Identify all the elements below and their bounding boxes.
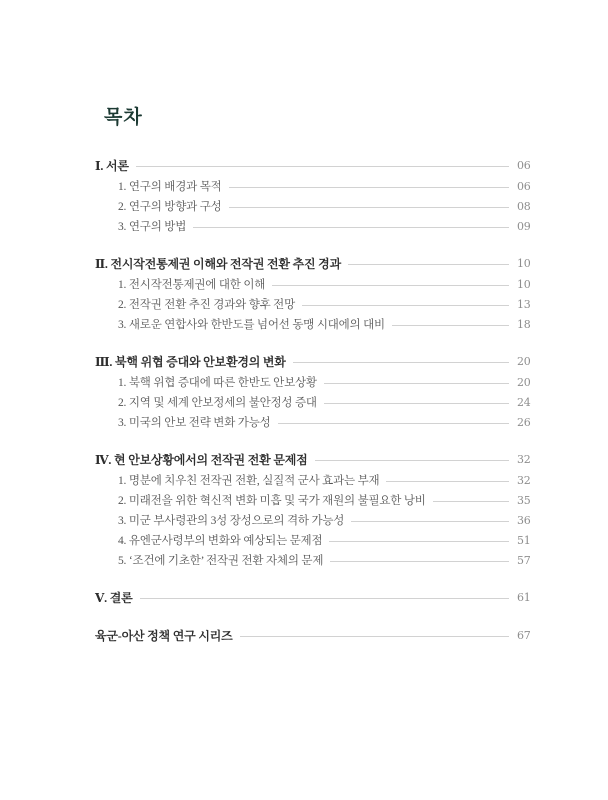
toc-item-label: 2. 연구의 방향과 구성 xyxy=(118,201,222,213)
toc-section-heading-label: Ⅲ. 북핵 위협 증대와 안보환경의 변화 xyxy=(95,355,286,369)
leader-line xyxy=(293,362,509,363)
leader-line xyxy=(324,383,509,384)
toc-item-page-number: 36 xyxy=(517,513,531,527)
toc-item xyxy=(95,176,537,196)
toc-item-label: 1. 전시작전통제권에 대한 이해 xyxy=(118,279,266,291)
toc-item xyxy=(95,412,537,432)
leader-line xyxy=(302,305,509,306)
leader-line xyxy=(240,636,509,637)
toc-section-heading-page-number: 10 xyxy=(517,257,531,270)
toc-item xyxy=(95,490,537,510)
toc-item-label: 3. 미국의 안보 전략 변화 가능성 xyxy=(118,417,271,429)
toc-item-label: 3. 새로운 연합사와 한반도를 넘어선 동맹 시대에의 대비 xyxy=(118,319,385,331)
toc-section-heading-label: Ⅰ. 서론 xyxy=(95,159,129,173)
toc-item-page-number: 08 xyxy=(517,199,531,213)
toc-section-heading-label: Ⅳ. 현 안보상황에서의 전작권 전환 문제점 xyxy=(95,453,308,467)
leader-line xyxy=(278,423,509,424)
toc-item-label: 2. 지역 및 세계 안보정세의 불안정성 증대 xyxy=(118,397,317,409)
toc-item-label: 3. 미군 부사령관의 3성 장성으로의 격하 가능성 xyxy=(118,515,345,527)
toc-item-label: 1. 명분에 치우친 전작권 전환, 실질적 군사 효과는 부재 xyxy=(118,475,380,487)
leader-line xyxy=(140,598,510,599)
toc-item-page-number: 09 xyxy=(517,219,531,233)
toc-section xyxy=(95,155,537,236)
leader-line xyxy=(136,166,509,167)
leader-line xyxy=(351,521,509,522)
leader-line xyxy=(433,501,509,502)
toc-item-page-number: 57 xyxy=(517,553,531,567)
toc-item-page-number: 10 xyxy=(517,277,531,291)
toc-item-label: 5. ‘조건에 기초한’ 전작권 전환 자체의 문제 xyxy=(118,555,324,567)
leader-line xyxy=(315,460,510,461)
leader-line xyxy=(386,481,509,482)
leader-line xyxy=(272,285,509,286)
toc-item-label: 3. 연구의 방법 xyxy=(118,221,187,233)
toc-section-heading xyxy=(95,253,537,274)
toc-section xyxy=(95,625,537,646)
toc-item-page-number: 20 xyxy=(517,375,531,389)
toc-item-label: 4. 유엔군사령부의 변화와 예상되는 문제점 xyxy=(118,535,323,547)
toc-section-heading-page-number: 67 xyxy=(517,629,531,642)
toc-item xyxy=(95,196,537,216)
leader-line xyxy=(348,264,509,265)
leader-line xyxy=(330,561,509,562)
leader-line xyxy=(193,227,509,228)
toc-item xyxy=(95,530,537,550)
toc-section-heading xyxy=(95,449,537,470)
toc-item-page-number: 13 xyxy=(517,297,531,311)
toc-item-page-number: 26 xyxy=(517,415,531,429)
toc-item xyxy=(95,274,537,294)
toc-item xyxy=(95,392,537,412)
toc-item-page-number: 06 xyxy=(517,179,531,193)
leader-line xyxy=(229,207,509,208)
toc-section-heading xyxy=(95,155,537,176)
toc-content xyxy=(95,107,537,663)
toc-section xyxy=(95,449,537,570)
toc-item-page-number: 32 xyxy=(517,473,531,487)
leader-line xyxy=(229,187,509,188)
leader-line xyxy=(392,325,509,326)
toc-section xyxy=(95,351,537,432)
toc-section-heading-page-number: 20 xyxy=(517,355,531,368)
toc-section-heading-page-number: 32 xyxy=(517,453,531,466)
leader-line xyxy=(329,541,509,542)
toc-section xyxy=(95,587,537,608)
toc-item-page-number: 24 xyxy=(517,395,531,409)
toc-item-label: 1. 연구의 배경과 목적 xyxy=(118,181,222,193)
toc-section-heading xyxy=(95,625,537,646)
toc-item-page-number: 35 xyxy=(517,493,531,507)
leader-line xyxy=(324,403,509,404)
toc-section-heading xyxy=(95,587,537,608)
toc-section xyxy=(95,253,537,334)
toc-section-heading-label: Ⅴ. 결론 xyxy=(95,591,133,605)
toc-section-heading-page-number: 61 xyxy=(517,591,531,604)
page-title: 목차 xyxy=(104,107,143,128)
toc-item xyxy=(95,314,537,334)
toc-item-page-number: 18 xyxy=(517,317,531,331)
toc-section-heading-label: Ⅱ. 전시작전통제권 이해와 전작권 전환 추진 경과 xyxy=(95,257,341,271)
toc-item xyxy=(95,216,537,236)
toc-list xyxy=(95,155,537,646)
toc-item xyxy=(95,470,537,490)
toc-section-heading-page-number: 06 xyxy=(517,159,531,172)
toc-item-page-number: 51 xyxy=(517,533,531,547)
toc-section-heading xyxy=(95,351,537,372)
toc-item-label: 2. 전작권 전환 추진 경과와 향후 전망 xyxy=(118,299,295,311)
toc-item-label: 1. 북핵 위협 증대에 따른 한반도 안보상황 xyxy=(118,377,317,389)
toc-item xyxy=(95,550,537,570)
toc-item-label: 2. 미래전을 위한 혁신적 변화 미흡 및 국가 재원의 불필요한 낭비 xyxy=(118,495,426,507)
toc-item xyxy=(95,372,537,392)
toc-item xyxy=(95,510,537,530)
toc-section-heading-label: 육군-아산 정책 연구 시리즈 xyxy=(95,629,233,643)
toc-item xyxy=(95,294,537,314)
